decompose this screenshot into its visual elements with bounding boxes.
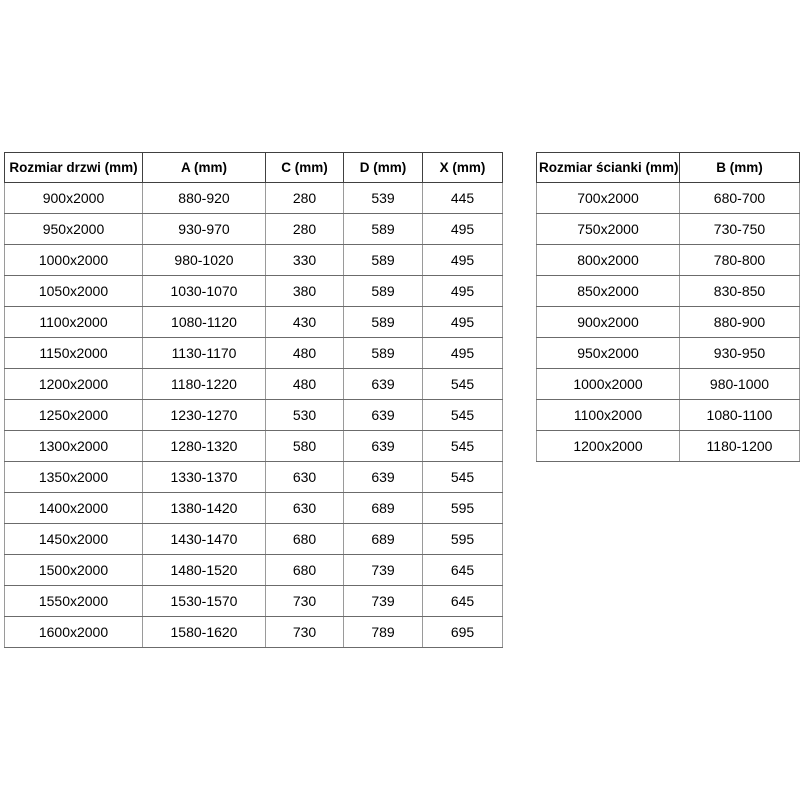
table-cell: 689 xyxy=(344,524,423,555)
table-row xyxy=(537,338,800,369)
table-cell: 430 xyxy=(266,307,344,338)
table-cell: 930-950 xyxy=(680,338,800,369)
wall-sizes-table xyxy=(536,152,800,462)
table-cell: 1530-1570 xyxy=(143,586,266,617)
table-row xyxy=(5,369,503,400)
table-cell: 595 xyxy=(423,493,503,524)
table-row xyxy=(5,493,503,524)
table-cell: 639 xyxy=(344,462,423,493)
table-cell: 595 xyxy=(423,524,503,555)
header-row xyxy=(537,153,800,183)
table-cell: 589 xyxy=(344,245,423,276)
table-cell: 630 xyxy=(266,462,344,493)
table-row xyxy=(5,555,503,586)
table-row xyxy=(537,431,800,462)
table-cell: 739 xyxy=(344,555,423,586)
table-row xyxy=(5,431,503,462)
table-row xyxy=(5,586,503,617)
table-cell: 1150x2000 xyxy=(5,338,143,369)
table-cell: 1400x2000 xyxy=(5,493,143,524)
table-cell: 739 xyxy=(344,586,423,617)
table-cell: 680-700 xyxy=(680,183,800,214)
table-row xyxy=(5,183,503,214)
table-cell: 750x2000 xyxy=(537,214,680,245)
table-row xyxy=(5,462,503,493)
table-cell: 1050x2000 xyxy=(5,276,143,307)
table-cell: 1100x2000 xyxy=(5,307,143,338)
table-cell: 545 xyxy=(423,431,503,462)
table-cell: 639 xyxy=(344,431,423,462)
door-sizes-table xyxy=(4,152,503,648)
header-cell: Rozmiar drzwi (mm) xyxy=(5,153,143,183)
table-cell: 480 xyxy=(266,338,344,369)
table-cell: 380 xyxy=(266,276,344,307)
table-cell: 495 xyxy=(423,307,503,338)
table-cell: 589 xyxy=(344,338,423,369)
table-cell: 730-750 xyxy=(680,214,800,245)
header-cell: Rozmiar ścianki (mm) xyxy=(537,153,680,183)
table-cell: 280 xyxy=(266,214,344,245)
table-row xyxy=(5,524,503,555)
table-cell: 1330-1370 xyxy=(143,462,266,493)
table-cell: 900x2000 xyxy=(537,307,680,338)
table-cell: 495 xyxy=(423,276,503,307)
table-cell: 1180-1220 xyxy=(143,369,266,400)
table-cell: 1250x2000 xyxy=(5,400,143,431)
table-cell: 1380-1420 xyxy=(143,493,266,524)
table-cell: 950x2000 xyxy=(5,214,143,245)
table-cell: 1580-1620 xyxy=(143,617,266,648)
table-cell: 1000x2000 xyxy=(537,369,680,400)
table-row xyxy=(5,276,503,307)
table-cell: 495 xyxy=(423,338,503,369)
table-cell: 1300x2000 xyxy=(5,431,143,462)
table-cell: 645 xyxy=(423,586,503,617)
table-cell: 780-800 xyxy=(680,245,800,276)
table-cell: 700x2000 xyxy=(537,183,680,214)
table-cell: 1180-1200 xyxy=(680,431,800,462)
table-cell: 545 xyxy=(423,400,503,431)
table-cell: 630 xyxy=(266,493,344,524)
table-cell: 1350x2000 xyxy=(5,462,143,493)
table-cell: 330 xyxy=(266,245,344,276)
header-cell: X (mm) xyxy=(423,153,503,183)
table-row xyxy=(5,400,503,431)
table-cell: 850x2000 xyxy=(537,276,680,307)
table-cell: 639 xyxy=(344,400,423,431)
table-cell: 545 xyxy=(423,462,503,493)
table-cell: 1080-1120 xyxy=(143,307,266,338)
table-cell: 1280-1320 xyxy=(143,431,266,462)
header-cell: C (mm) xyxy=(266,153,344,183)
table-cell: 1500x2000 xyxy=(5,555,143,586)
table-row xyxy=(5,338,503,369)
table-cell: 1550x2000 xyxy=(5,586,143,617)
header-row xyxy=(5,153,503,183)
table-cell: 589 xyxy=(344,307,423,338)
table-cell: 680 xyxy=(266,524,344,555)
table-row xyxy=(537,183,800,214)
table-row xyxy=(537,400,800,431)
table-cell: 1450x2000 xyxy=(5,524,143,555)
table-cell: 589 xyxy=(344,214,423,245)
table-row xyxy=(537,307,800,338)
table-cell: 689 xyxy=(344,493,423,524)
table-cell: 1480-1520 xyxy=(143,555,266,586)
table-cell: 480 xyxy=(266,369,344,400)
table-cell: 980-1000 xyxy=(680,369,800,400)
table-cell: 589 xyxy=(344,276,423,307)
table-cell: 730 xyxy=(266,586,344,617)
table-cell: 930-970 xyxy=(143,214,266,245)
table-cell: 1600x2000 xyxy=(5,617,143,648)
table-cell: 980-1020 xyxy=(143,245,266,276)
table-cell: 1080-1100 xyxy=(680,400,800,431)
table-cell: 1200x2000 xyxy=(5,369,143,400)
table-cell: 445 xyxy=(423,183,503,214)
table-row xyxy=(537,245,800,276)
table-cell: 1030-1070 xyxy=(143,276,266,307)
table-cell: 900x2000 xyxy=(5,183,143,214)
table-cell: 1200x2000 xyxy=(537,431,680,462)
table-cell: 695 xyxy=(423,617,503,648)
header-cell: D (mm) xyxy=(344,153,423,183)
table-cell: 830-850 xyxy=(680,276,800,307)
table-cell: 880-920 xyxy=(143,183,266,214)
table-cell: 1000x2000 xyxy=(5,245,143,276)
table-row xyxy=(5,245,503,276)
table-cell: 680 xyxy=(266,555,344,586)
table-cell: 1430-1470 xyxy=(143,524,266,555)
table-cell: 730 xyxy=(266,617,344,648)
table-cell: 545 xyxy=(423,369,503,400)
table-cell: 789 xyxy=(344,617,423,648)
header-cell: A (mm) xyxy=(143,153,266,183)
table-cell: 580 xyxy=(266,431,344,462)
table-row xyxy=(537,214,800,245)
table-cell: 1100x2000 xyxy=(537,400,680,431)
header-cell: B (mm) xyxy=(680,153,800,183)
table-cell: 639 xyxy=(344,369,423,400)
table-row xyxy=(5,617,503,648)
table-row xyxy=(537,276,800,307)
table-row xyxy=(5,307,503,338)
table-row xyxy=(5,214,503,245)
table-cell: 530 xyxy=(266,400,344,431)
table-cell: 539 xyxy=(344,183,423,214)
table-cell: 1130-1170 xyxy=(143,338,266,369)
table-cell: 280 xyxy=(266,183,344,214)
table-cell: 645 xyxy=(423,555,503,586)
table-cell: 880-900 xyxy=(680,307,800,338)
table-cell: 495 xyxy=(423,214,503,245)
table-row xyxy=(537,369,800,400)
table-cell: 495 xyxy=(423,245,503,276)
table-cell: 1230-1270 xyxy=(143,400,266,431)
table-cell: 800x2000 xyxy=(537,245,680,276)
table-cell: 950x2000 xyxy=(537,338,680,369)
